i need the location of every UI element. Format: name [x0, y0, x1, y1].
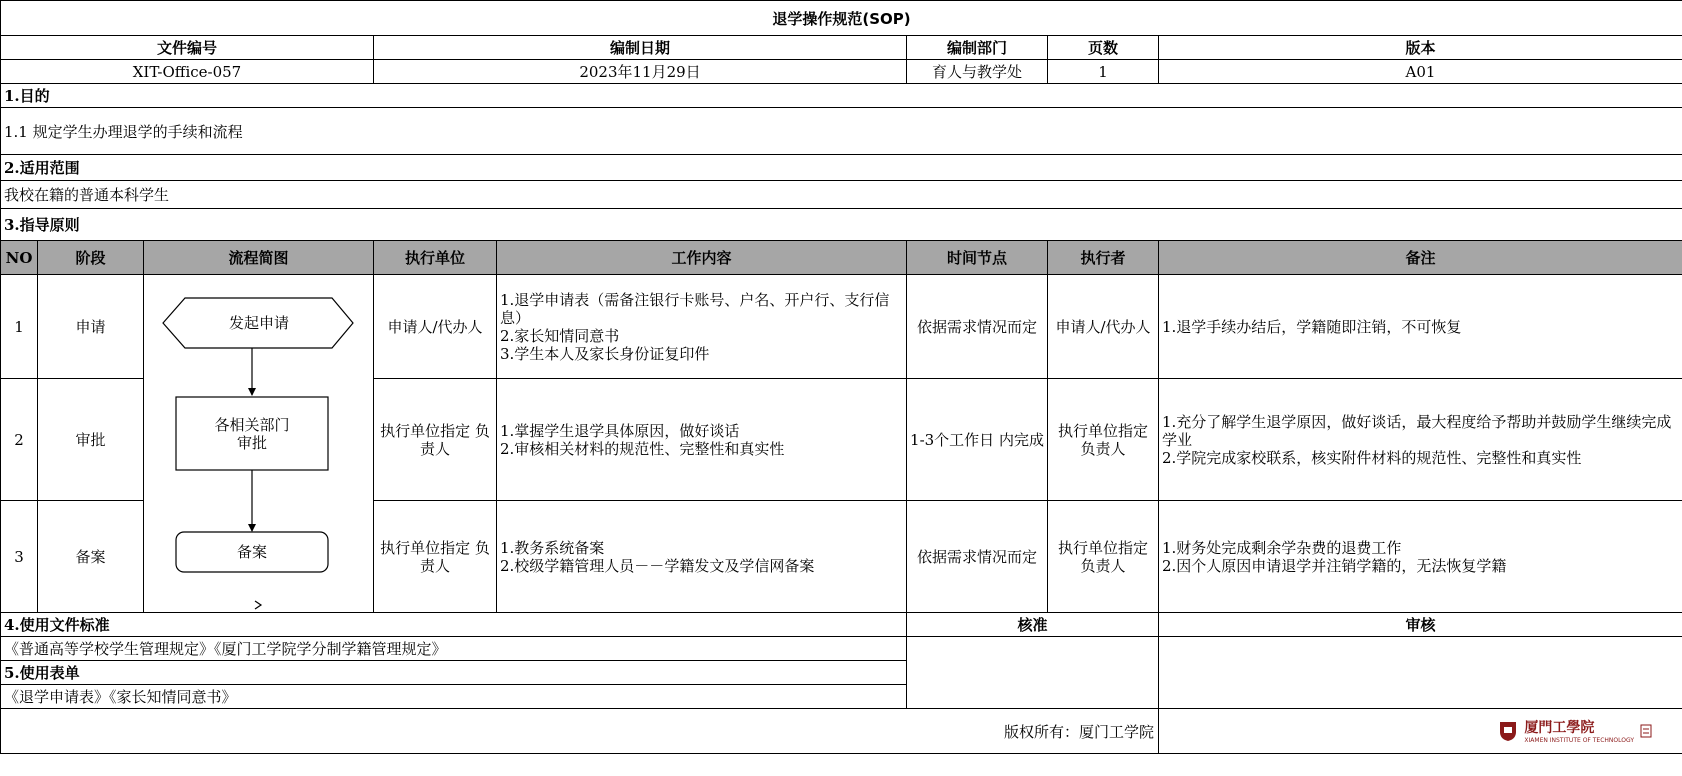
- row-executor: 申请人/代办人: [1048, 275, 1159, 379]
- content-line: 3.学生本人及家长身份证复印件: [500, 344, 710, 363]
- copyright: 版权所有：厦门工学院: [1, 709, 1159, 754]
- section3-title: 3.指导原则: [1, 209, 1682, 241]
- row-content: [497, 379, 907, 501]
- logo-text-block: [1524, 717, 1634, 744]
- col-flow: 流程简图: [144, 241, 374, 275]
- row-executor: 执行单位指定 负责人: [1048, 501, 1159, 613]
- node-approval-label: 各相关部门 审批: [214, 415, 290, 452]
- version-header: 版本: [1159, 36, 1682, 60]
- content-line: 1.退学申请表（需备注银行卡账号、户名、开户行、支行信息）: [500, 290, 890, 327]
- school-emblem-icon: [1498, 720, 1518, 742]
- row-stage: 申请: [38, 275, 144, 379]
- note-line: 1.财务处完成剩余学杂费的退费工作: [1162, 538, 1402, 557]
- col-time: 时间节点: [907, 241, 1048, 275]
- version-value: A01: [1159, 60, 1682, 84]
- node-start-label: 发起申请: [228, 314, 289, 332]
- dept-value: 育人与教学处: [907, 60, 1048, 84]
- doc-no-header: 文件编号: [1, 36, 374, 60]
- col-content: 工作内容: [497, 241, 907, 275]
- row-stage: 备案: [38, 501, 144, 613]
- row-time: 依据需求情况而定: [907, 501, 1048, 613]
- approve-label: 核准: [907, 613, 1159, 637]
- section2-content: 我校在籍的普通本科学生: [1, 181, 1682, 209]
- content-line: 1.掌握学生退学具体原因，做好谈话: [500, 421, 740, 440]
- col-unit: 执行单位: [374, 241, 497, 275]
- section4-content: 《普通高等学校学生管理规定》《厦门工学院学分制学籍管理规定》: [1, 637, 907, 661]
- section2-title: 2.适用范围: [1, 155, 1682, 181]
- row-no: 3: [1, 501, 38, 613]
- flow-diagram: [144, 275, 374, 613]
- content-line: 2.审核相关材料的规范性、完整性和真实性: [500, 439, 785, 458]
- section5-content: 《退学申请表》《家长知情同意书》: [1, 685, 907, 709]
- date-value: 2023年11月29日: [374, 60, 907, 84]
- note-line: 2.因个人原因申请退学并注销学籍的，无法恢复学籍: [1162, 556, 1507, 575]
- row-content: [497, 501, 907, 613]
- row-note: [1159, 275, 1682, 379]
- content-line: 2.校级学籍管理人员－－学籍发文及学信网备案: [500, 556, 815, 575]
- row-executor: 执行单位指定 负责人: [1048, 379, 1159, 501]
- node-filing-label: 备案: [236, 543, 267, 561]
- col-stage: 阶段: [38, 241, 144, 275]
- arrow-head-1: [248, 388, 256, 396]
- logo-cell: [1159, 709, 1682, 754]
- col-executor: 执行者: [1048, 241, 1159, 275]
- row-note: [1159, 501, 1682, 613]
- row-unit: 申请人/代办人: [374, 275, 497, 379]
- col-note: 备注: [1159, 241, 1682, 275]
- row-content: [497, 275, 907, 379]
- section5-title: 5.使用表单: [1, 661, 907, 685]
- note-line: 1.退学手续办结后，学籍随即注销，不可恢复: [1162, 317, 1462, 336]
- pages-header: 页数: [1048, 36, 1159, 60]
- row-no: 2: [1, 379, 38, 501]
- doc-no-value: XIT-Office-057: [1, 60, 374, 84]
- review-sign-area: [1159, 637, 1682, 709]
- approve-sign-area: [907, 637, 1159, 709]
- review-label: 审核: [1159, 613, 1682, 637]
- section1-title: 1.目的: [1, 84, 1682, 108]
- row-stage: 审批: [38, 379, 144, 501]
- logo-name: 厦門工學院: [1524, 720, 1595, 736]
- dept-header: 编制部门: [907, 36, 1048, 60]
- section1-content: 1.1 规定学生办理退学的手续和流程: [1, 108, 1682, 155]
- row-no: 1: [1, 275, 38, 379]
- col-no: NO: [1, 241, 38, 275]
- row-note: [1159, 379, 1682, 501]
- row-unit: 执行单位指定 负责人: [374, 379, 497, 501]
- note-line: 2.学院完成家校联系，核实附件材料的规范性、完整性和真实性: [1162, 448, 1582, 467]
- content-line: 1.教务系统备案: [500, 538, 605, 557]
- school-logo: [1498, 717, 1652, 744]
- table-row: [1, 275, 1682, 379]
- logo-subtitle: XIAMEN INSTITUTE OF TECHNOLOGY: [1524, 737, 1635, 744]
- row-time: 依据需求情况而定: [907, 275, 1048, 379]
- content-line: 2.家长知情同意书: [500, 326, 620, 345]
- arrow-head-2: [248, 524, 256, 532]
- small-seal-icon: [1640, 724, 1652, 738]
- tail-arrow: [255, 601, 261, 609]
- note-line: 1.充分了解学生退学原因，做好谈话，最大程度给予帮助并鼓励学生继续完成学业: [1162, 412, 1672, 449]
- row-time: 1-3个工作日 内完成: [907, 379, 1048, 501]
- section4-title: 4.使用文件标准: [1, 613, 907, 637]
- page-title: 退学操作规范(SOP): [1, 1, 1682, 36]
- pages-value: 1: [1048, 60, 1159, 84]
- row-unit: 执行单位指定 负责人: [374, 501, 497, 613]
- date-header: 编制日期: [374, 36, 907, 60]
